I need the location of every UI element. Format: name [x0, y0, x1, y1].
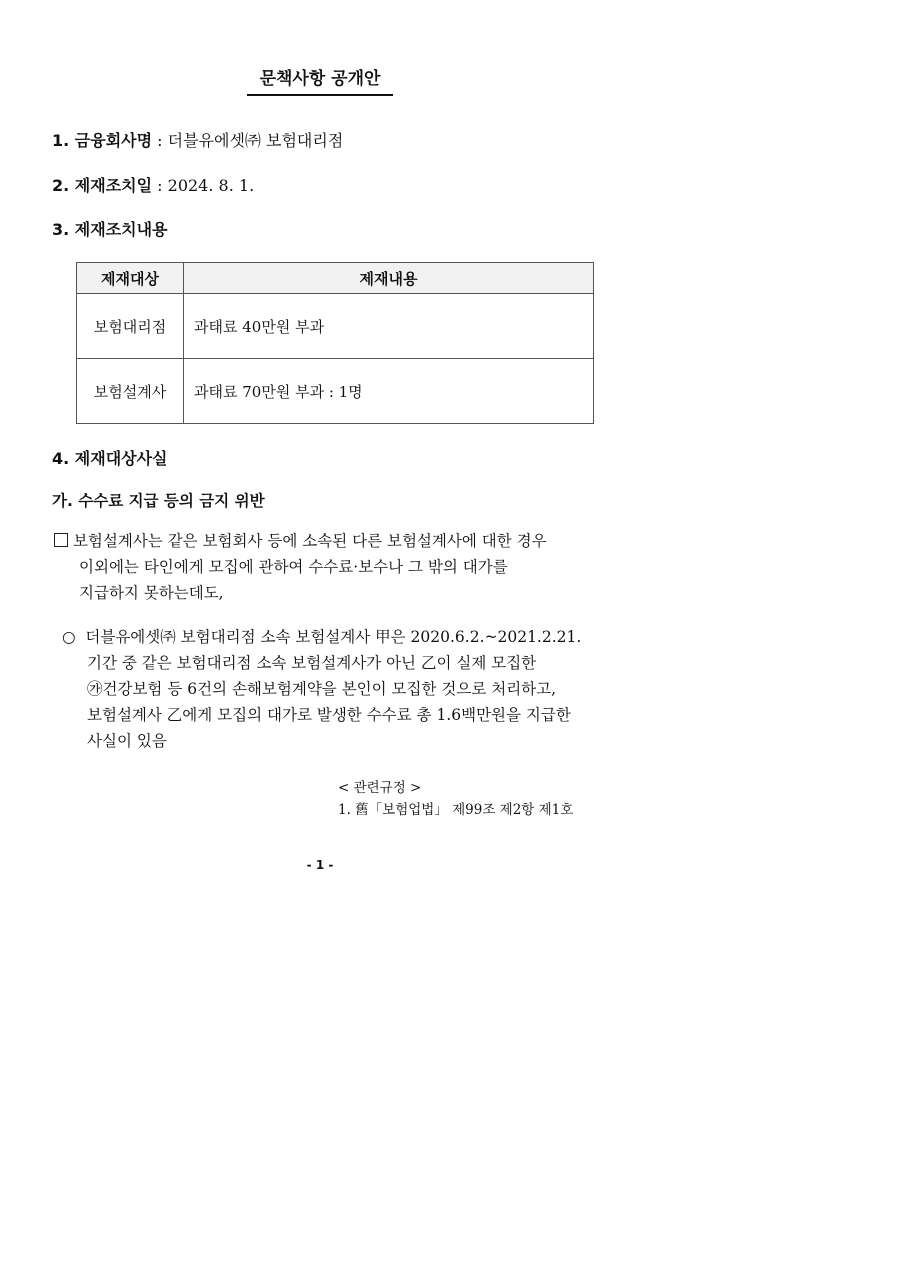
facts-heading: 4. 제재대상사실: [52, 449, 168, 468]
checkbox-square-icon: [54, 533, 68, 547]
row-target: 보험대리점: [77, 294, 184, 359]
page-number: - 1 -: [306, 858, 334, 872]
table-header-row: [77, 263, 594, 294]
date-line: [52, 173, 254, 196]
row-content: 과태료 70만원 부과 : 1명: [184, 359, 594, 424]
box-paragraph-line: 보험설계사는 같은 보험회사 등에 소속된 다른 보험설계사에 대한 경우: [54, 528, 547, 554]
related-item: 1. 舊「보험업법」 제99조 제2항 제1호: [338, 802, 574, 818]
row-content: 과태료 40만원 부과: [184, 294, 594, 359]
company-sep: :: [157, 131, 163, 150]
box-paragraph-line: 지급하지 못하는데도,: [79, 584, 224, 602]
circle-paragraph-line: 기간 중 같은 보험대리점 소속 보험설계사가 아닌 乙이 실제 모집한: [87, 654, 537, 672]
date-value: 2024. 8. 1.: [167, 176, 255, 195]
circle-paragraph-line: ○ 더블유에셋㈜ 보험대리점 소속 보험설계사 甲은 2020.6.2.~2021.2.21.: [62, 628, 582, 646]
date-label: 2. 제재조치일: [52, 176, 153, 195]
page-title: 문책사항 공개안: [247, 64, 393, 96]
company-line: [52, 128, 343, 151]
header-target: 제재대상: [77, 263, 184, 294]
row-target: 보험설계사: [77, 359, 184, 424]
related-heading: < 관련규정 >: [338, 780, 422, 796]
sanction-table: [76, 262, 594, 424]
box-paragraph-line: 이외에는 타인에게 모집에 관하여 수수료·보수나 그 밖의 대가를: [79, 558, 508, 576]
circle-paragraph-line: 사실이 있음: [87, 732, 167, 750]
table-row: [77, 294, 594, 359]
circle-paragraph-line: ㉮건강보험 등 6건의 손해보험계약을 본인이 모집한 것으로 처리하고,: [87, 680, 557, 698]
box-paragraph: [54, 528, 547, 606]
circle-paragraph: [62, 624, 581, 754]
circle-paragraph-line: 보험설계사 乙에게 모집의 대가로 발생한 수수료 총 1.6백만원을 지급한: [87, 706, 571, 724]
content-heading: 3. 제재조치내용: [52, 220, 168, 239]
circle-bullet-icon: ○: [62, 628, 76, 646]
section-ga-heading: 가. 수수료 지급 등의 금지 위반: [52, 492, 265, 510]
table-row: [77, 359, 594, 424]
company-label: 1. 금융회사명: [52, 131, 153, 150]
date-sep: :: [157, 176, 163, 195]
header-content: 제재내용: [184, 263, 594, 294]
company-value: 더블유에셋㈜ 보험대리점: [167, 131, 344, 150]
